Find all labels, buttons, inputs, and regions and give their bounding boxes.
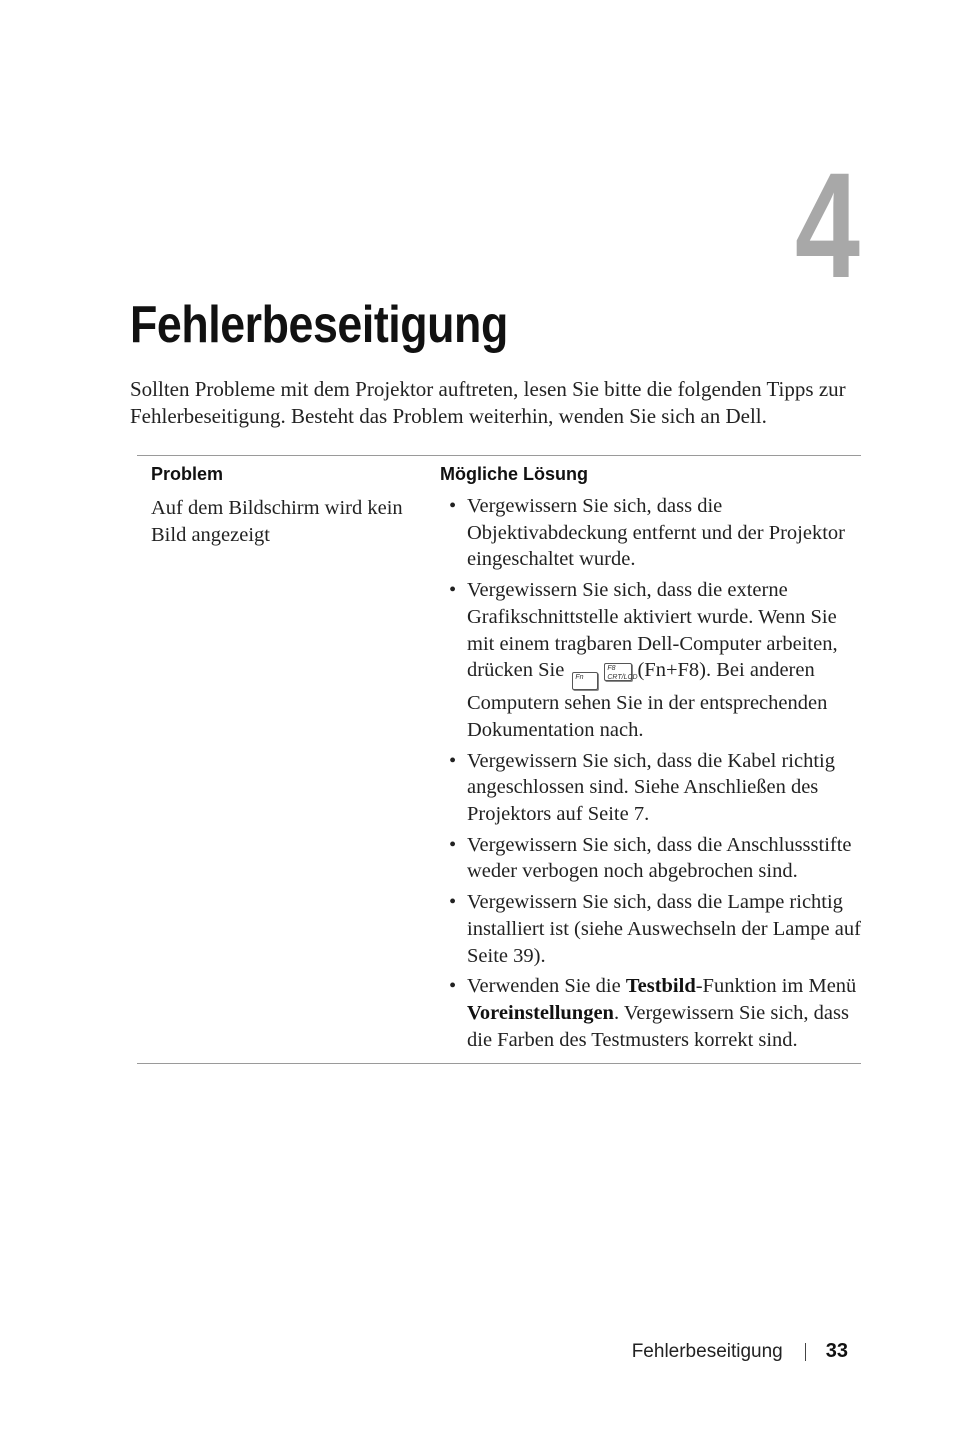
table-row <box>137 493 861 1063</box>
solution-text: . Vergewissern Sie sich, dass die Farben des Testmusters korrekt sind. <box>467 1001 849 1051</box>
footer-divider <box>805 1343 806 1361</box>
page-title: Fehlerbeseitigung <box>130 296 508 354</box>
solution-cell <box>441 493 861 1057</box>
solution-item <box>441 493 861 573</box>
solution-item <box>441 577 861 744</box>
bullet-icon: • <box>449 495 457 517</box>
solution-text: Vergewissern Sie sich, dass die Kabel richtig angeschlossen sind. Siehe Anschließen des Projektors auf Seite 7. <box>467 749 835 826</box>
problem-cell: Auf dem Bildschirm wird kein Bild angezeigt <box>151 497 403 546</box>
bullet-icon: • <box>449 749 457 772</box>
page-number: 33 <box>825 1340 848 1362</box>
bullet-icon: • <box>449 975 457 998</box>
f8-key-icon: F8 CRT/LCD <box>604 663 632 681</box>
solution-item <box>441 748 861 828</box>
footer-section-title: Fehlerbeseitigung <box>631 1340 783 1362</box>
page-footer <box>632 1340 848 1363</box>
bullet-icon: • <box>449 579 457 602</box>
troubleshooting-table <box>137 455 861 1064</box>
solution-text: Vergewissern Sie sich, dass die Anschlussstifte weder verbogen noch abgebrochen sind. <box>467 833 852 883</box>
solution-text: -Funktion im Menü <box>695 975 857 998</box>
solution-text: Vergewissern Sie sich, dass die Lampe richtig installiert ist (siehe Auswechseln der Lampe auf Seite 39). <box>467 891 861 967</box>
bullet-icon: • <box>449 833 457 856</box>
intro-paragraph: Sollten Probleme mit dem Projektor auftreten, lesen Sie bitte die folgenden Tipps zur Fehlerbeseitigung. Besteht das Problem weiterhin, wenden Sie sich an Dell. <box>130 377 846 428</box>
solution-text: Vergewissern Sie sich, dass die externe Grafikschnittstelle aktiviert wurde. Wenn Sie mit einem tragbaren Dell-Computer arbeiten, drücken Sie <box>467 579 838 682</box>
solution-list <box>441 493 861 1053</box>
header-solution: Mögliche Lösung <box>440 464 588 484</box>
table-header-row <box>137 456 861 493</box>
solution-text: Vergewissern Sie sich, dass die Objektivabdeckung entfernt und der Projektor eingeschaltet wurde. <box>467 495 845 571</box>
solution-item <box>441 973 861 1053</box>
header-problem: Problem <box>151 464 224 484</box>
solution-text: (Fn+F8). Bei anderen Computern sehen Sie in der entsprechenden Dokumentation nach. <box>467 659 828 741</box>
solution-item <box>441 832 861 885</box>
menu-name-voreinstellungen: Voreinstellungen <box>467 1001 614 1024</box>
fn-key-icon: Fn <box>572 672 598 690</box>
bullet-icon: • <box>449 891 457 914</box>
feature-name-testbild: Testbild <box>625 975 696 998</box>
chapter-number: 4 <box>794 141 858 309</box>
solution-text: Verwenden Sie die <box>467 975 626 998</box>
solution-item <box>441 889 861 969</box>
